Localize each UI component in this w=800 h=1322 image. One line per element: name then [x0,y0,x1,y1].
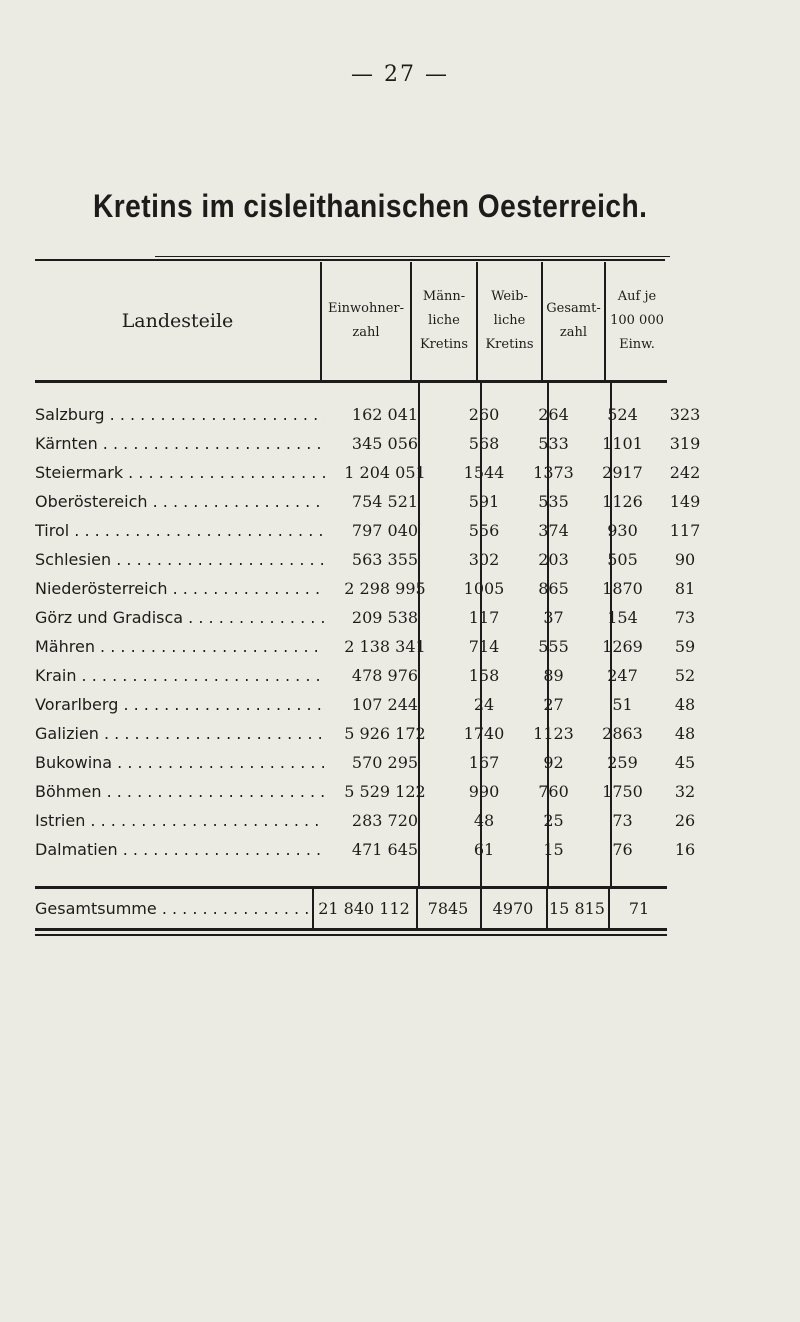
table-row [35,693,696,717]
cell-aufje: 90 [674,550,696,569]
cell-aufje: 52 [674,666,696,685]
row-name: Krain . . . [35,664,325,688]
table-row [35,780,696,804]
cell-gesamt: 154 [607,608,638,627]
total-aufje: 71 [628,899,650,918]
cell-weiblich: 760 [538,782,569,801]
header-line: Gesamt- [546,301,601,316]
cell-maennlich: 158 [468,666,500,685]
table-row [35,548,696,572]
table-row [35,751,696,775]
cell-weiblich: 535 [538,492,569,511]
cell-einwohner: 570 295 [351,753,419,772]
cell-gesamt: 1269 [602,637,643,656]
cell-weiblich: 865 [538,579,569,598]
table-row [35,838,696,862]
header-line: Einw. [619,337,655,352]
total-gesamt: 15 815 [549,899,605,918]
cell-gesamt: 1126 [602,492,643,511]
cell-weiblich: 1123 [533,724,574,743]
total-name: Gesamtsumme . . . [35,897,310,921]
cell-einwohner: 209 538 [351,608,419,627]
row-name: Salzburg . . . [35,403,325,427]
header-gesamt [543,262,604,380]
cell-maennlich: 556 [468,521,500,540]
header-line: Einwohner- [327,301,405,316]
table-row [35,519,701,543]
cell-einwohner: 754 521 [351,492,419,511]
header-line: Weib- [491,289,528,304]
header-line: Männ- [422,289,466,304]
cell-weiblich: 25 [543,811,564,830]
cell-aufje: 48 [674,695,696,714]
cell-weiblich: 264 [538,405,569,424]
page-number: — 27 — [351,62,449,87]
row-name: Bukowina . . . [35,751,325,775]
cell-maennlich: 302 [468,550,500,569]
header-bottom-rule [35,380,667,383]
cell-weiblich: 27 [543,695,564,714]
cell-weiblich: 37 [543,608,564,627]
header-einwohner [322,262,410,380]
cell-weiblich: 203 [538,550,569,569]
cell-weiblich: 1373 [533,463,574,482]
table-row [35,490,701,514]
cell-einwohner: 345 056 [351,434,419,453]
cell-maennlich: 1544 [463,463,505,482]
row-name: Vorarlberg . . . [35,693,325,717]
cell-gesamt: 247 [607,666,638,685]
cell-aufje: 16 [674,840,696,859]
table-top-rule [35,259,665,261]
row-name: Dalmatien . . . [35,838,325,862]
cell-einwohner: 797 040 [351,521,419,540]
cell-gesamt: 505 [607,550,638,569]
cell-weiblich: 374 [538,521,569,540]
cell-aufje: 319 [669,434,701,453]
cell-gesamt: 1101 [602,434,643,453]
table-row [35,664,696,688]
cell-gesamt: 2917 [602,463,643,482]
header-line: Kretins [485,337,534,352]
header-weiblich [478,262,541,380]
table-top-rule [155,256,670,257]
total-row [35,897,665,921]
cell-aufje: 73 [674,608,696,627]
cell-gesamt: 524 [607,405,638,424]
cell-maennlich: 24 [473,695,495,714]
cell-gesamt: 1870 [602,579,643,598]
header-maennlich [412,262,476,380]
cell-weiblich: 89 [543,666,564,685]
table-row [35,403,701,427]
cell-maennlich: 167 [468,753,500,772]
header-line: zahl [559,325,588,340]
page-title: Kretins im cisleithanischen Oesterreich. [93,188,648,224]
cell-einwohner: 471 645 [351,840,419,859]
header-line: Kretins [419,337,469,352]
cell-weiblich: 92 [543,753,564,772]
cell-gesamt: 1750 [602,782,643,801]
cell-aufje: 26 [674,811,696,830]
cell-maennlich: 1005 [463,579,505,598]
row-name: Galizien . . . [35,722,325,746]
cell-einwohner: 563 355 [351,550,419,569]
total-top-rule [35,886,667,889]
cell-einwohner: 283 720 [351,811,419,830]
row-name: Oberöstereich . . . [35,490,325,514]
row-name: Kärnten . . . [35,432,325,456]
header-line: Auf je [617,289,657,304]
cell-weiblich: 15 [543,840,564,859]
cell-gesamt: 259 [607,753,638,772]
cell-gesamt: 73 [612,811,633,830]
cell-aufje: 32 [674,782,696,801]
table-row [35,577,696,601]
table-bottom-rule [35,934,667,936]
header-line: 100 000 [610,313,664,328]
row-name: Görz und Gradisca . . . [35,606,325,630]
table-row [35,606,696,630]
table-row [35,722,696,746]
row-name: Mähren . . . [35,635,325,659]
total-maennlich: 7845 [427,899,469,918]
header-line: liche [493,313,526,328]
cell-gesamt: 51 [612,695,633,714]
header-aufje [606,262,668,380]
table-row [35,635,696,659]
table-row [35,461,701,485]
cell-aufje: 323 [669,405,701,424]
header-line: liche [428,313,460,328]
cell-einwohner: 1 204 051 [344,463,426,482]
cell-gesamt: 2863 [602,724,643,743]
cell-einwohner: 478 976 [351,666,419,685]
cell-maennlich: 260 [468,405,500,424]
cell-maennlich: 61 [473,840,495,859]
header-landesteile [35,262,320,380]
total-einwohner: 21 840 112 [318,899,410,918]
row-name: Niederösterreich . . . [35,577,325,601]
row-name: Schlesien . . . [35,548,325,572]
table-row [35,809,696,833]
cell-maennlich: 117 [468,608,500,627]
cell-einwohner: 162 041 [351,405,419,424]
cell-einwohner: 5 529 122 [344,782,426,801]
cell-einwohner: 107 244 [351,695,419,714]
cell-einwohner: 2 138 341 [344,637,426,656]
cell-aufje: 149 [669,492,701,511]
cell-aufje: 48 [674,724,696,743]
header-line: zahl [352,325,380,340]
cell-aufje: 117 [669,521,701,540]
row-name: Tirol . . . [35,519,325,543]
cell-gesamt: 930 [607,521,638,540]
cell-einwohner: 5 926 172 [344,724,426,743]
cell-aufje: 59 [674,637,696,656]
cell-maennlich: 568 [468,434,500,453]
cell-aufje: 242 [669,463,701,482]
cell-maennlich: 48 [473,811,495,830]
total-weiblich: 4970 [492,899,534,918]
cell-aufje: 45 [674,753,696,772]
row-name: Böhmen . . . [35,780,325,804]
cell-maennlich: 1740 [463,724,505,743]
cell-maennlich: 714 [468,637,500,656]
row-name: Steiermark . . . [35,461,325,485]
cell-weiblich: 555 [538,637,569,656]
row-name: Istrien . . . [35,809,325,833]
cell-aufje: 81 [674,579,696,598]
header-landesteile-label: Landesteile [121,310,234,332]
cell-maennlich: 591 [468,492,500,511]
table-bottom-rule [35,928,667,931]
cell-weiblich: 533 [538,434,569,453]
cell-maennlich: 990 [468,782,500,801]
cell-einwohner: 2 298 995 [344,579,426,598]
table-row [35,432,701,456]
cell-gesamt: 76 [612,840,633,859]
